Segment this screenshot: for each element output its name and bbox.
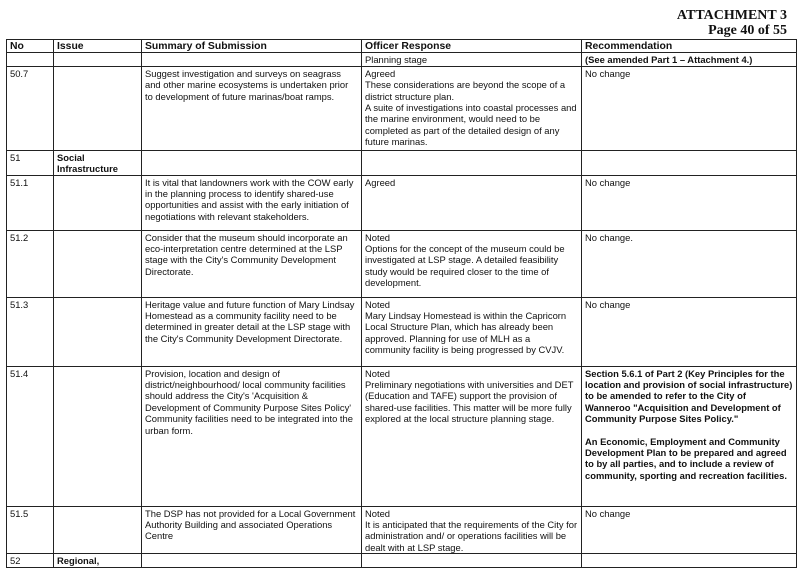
- section-row: [7, 554, 797, 567]
- row-summary: Suggest investigation and surveys on seagrass and other marine ecosystems is undertaken prior to development of future marinas/boat ramps.: [142, 66, 362, 150]
- table-row: [7, 230, 797, 297]
- section-row: [7, 150, 797, 175]
- attachment-label: ATTACHMENT 3: [676, 8, 787, 23]
- subheader-row: [7, 53, 797, 66]
- submissions-table: [6, 39, 797, 568]
- row-summary: It is vital that landowners work with the COW early in the planning process to identify shared-use opportunities and assist with the early initiation of negotiations with relevant stakeholders.: [142, 175, 362, 230]
- column-header-response: Officer Response: [362, 40, 582, 53]
- row-summary: Provision, location and design of district/neighbourhood/ local community facilities should address the City's 'Acquisition & Development of Community Purpose Sites Policy' Community facilities need to be integrated into the urban form.: [142, 366, 362, 506]
- row-issue: [54, 175, 142, 230]
- page-number: Page 40 of 55: [708, 23, 787, 38]
- row-response: [362, 175, 582, 230]
- response-paragraph: It is anticipated that the requirements of the City for administration and/ or operations facilities will be dealt with at LSP stage.: [365, 519, 578, 553]
- response-status: Agreed: [365, 67, 396, 79]
- row-recommendation: No change: [582, 66, 797, 150]
- row-recommendation: No change: [582, 297, 797, 366]
- response-status: Noted: [365, 231, 391, 243]
- row-number: 51.3: [7, 297, 54, 366]
- row-issue: [54, 66, 142, 150]
- response-paragraph: A suite of investigations into coastal processes and the marine environment, would need to be completed as part of the detailed design of any future marinas.: [365, 102, 577, 148]
- row-response: [362, 230, 582, 297]
- column-header-summary: Summary of Submission: [142, 40, 362, 53]
- row-number: 51.5: [7, 506, 54, 554]
- table-header-row: [7, 40, 797, 53]
- row-issue: [54, 366, 142, 506]
- section-title: Regional,: [54, 554, 142, 567]
- recommendation-paragraph: An Economic, Employment and Community Development Plan to be prepared and agreed to by all parties, and to include a review of community, sporting and recreation facilities.: [585, 435, 787, 481]
- table-row: [7, 506, 797, 554]
- row-issue: [54, 297, 142, 366]
- response-paragraph: These considerations are beyond the scope of a district structure plan.: [365, 79, 566, 102]
- row-number: 51.4: [7, 366, 54, 506]
- row-issue: [54, 506, 142, 554]
- row-number: 51.1: [7, 175, 54, 230]
- table-row: [7, 175, 797, 230]
- row-number: 52: [7, 554, 54, 567]
- row-summary: Heritage value and future function of Mary Lindsay Homestead as a community facility need to be determined in greater detail at the LSP stage with the City's Community Development Directorate.: [142, 297, 362, 366]
- row-response: [362, 506, 582, 554]
- response-status: Noted: [365, 298, 391, 310]
- row-response: [362, 366, 582, 506]
- row-recommendation: No change: [582, 506, 797, 554]
- table-row: [7, 366, 797, 506]
- response-paragraph: Options for the concept of the museum could be investigated at LSP stage. A detailed feasibility study would be required closer to the time of development.: [365, 243, 565, 289]
- section-title: Social Infrastructure: [54, 150, 142, 175]
- stage-note: Planning stage: [362, 53, 582, 66]
- row-recommendation: No change: [582, 175, 797, 230]
- response-status: Agreed: [365, 176, 396, 188]
- row-number: 50.7: [7, 66, 54, 150]
- amendment-note: (See amended Part 1 – Attachment 4.): [582, 53, 797, 66]
- column-header-issue: Issue: [54, 40, 142, 53]
- table-row: [7, 297, 797, 366]
- row-summary: The DSP has not provided for a Local Government Authority Building and associated Operations Centre: [142, 506, 362, 554]
- recommendation-paragraph: Section 5.6.1 of Part 2 (Key Principles for the location and provision of social infrastructure) to be amended to refer to the City of Wanneroo "Acquisition and Development of Community Purpose Sites Policy.": [585, 367, 793, 425]
- row-recommendation: No change.: [582, 230, 797, 297]
- response-paragraph: Preliminary negotiations with universities and DET (Education and TAFE) support the provision of shared-use facilities. This matter will be more fully explored at the local structure planning stage.: [365, 379, 574, 425]
- column-header-recommendation: Recommendation: [582, 40, 797, 53]
- row-response: [362, 66, 582, 150]
- row-issue: [54, 230, 142, 297]
- table-row: [7, 66, 797, 150]
- response-status: Noted: [365, 507, 391, 519]
- row-recommendation: [582, 366, 797, 506]
- response-paragraph: Mary Lindsay Homestead is within the Capricorn Local Structure Plan, which has already been approved. Planning for use of MLH as a community facility is being progressed by CVJV.: [365, 310, 567, 356]
- column-header-no: No: [7, 40, 54, 53]
- row-number: 51.2: [7, 230, 54, 297]
- row-response: [362, 297, 582, 366]
- response-status: Noted: [365, 367, 391, 379]
- row-number: 51: [7, 150, 54, 175]
- row-summary: Consider that the museum should incorporate an eco-interpretation centre determined at the LSP stage with the City's Community Development Directorate.: [142, 230, 362, 297]
